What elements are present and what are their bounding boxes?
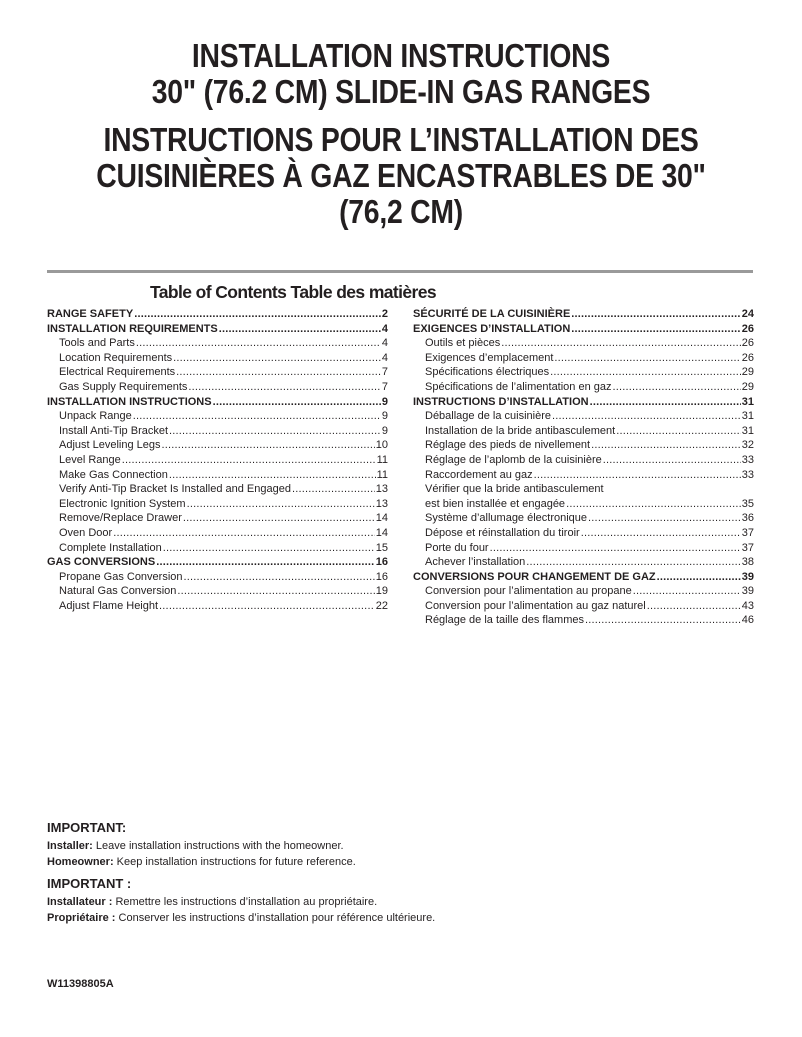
toc-entry-page: 4 [381, 337, 388, 350]
toc-entry-label: Adjust Flame Height [59, 599, 159, 612]
toc-entry-label: Natural Gas Conversion [59, 585, 177, 598]
toc-entry-label: Install Anti-Tip Bracket [59, 424, 169, 437]
toc-entry[interactable] [47, 336, 388, 351]
installateur-label: Installateur : [47, 896, 113, 908]
toc-entry[interactable] [413, 424, 754, 439]
dot-leader [177, 584, 374, 599]
dot-leader [571, 322, 740, 337]
toc-entry-label: Tools and Parts [59, 337, 135, 350]
toc-entry[interactable] [47, 584, 388, 599]
dot-leader [133, 409, 381, 424]
dot-leader [163, 541, 375, 556]
toc-entry-page: 39 [741, 585, 754, 598]
toc-entry-page: 13 [375, 497, 388, 510]
toc-entry[interactable] [47, 555, 388, 570]
toc-entry[interactable] [47, 453, 388, 468]
important-notice-french [47, 875, 435, 926]
toc-entry[interactable] [413, 336, 754, 351]
toc-entry-label: Level Range [59, 453, 121, 466]
toc-entry-page: 33 [741, 453, 754, 466]
toc-entry[interactable] [413, 307, 754, 322]
toc-entry[interactable] [413, 351, 754, 366]
dot-leader [554, 351, 740, 366]
toc-entry-page: 31 [741, 395, 754, 408]
toc-entry[interactable] [47, 322, 388, 337]
toc-entry[interactable] [413, 409, 754, 424]
dot-leader [162, 438, 375, 453]
toc-entry[interactable] [47, 424, 388, 439]
toc-entry-label: INSTRUCTIONS D’INSTALLATION [413, 395, 589, 408]
toc-entry-label: Electrical Requirements [59, 366, 176, 379]
toc-entry[interactable] [47, 380, 388, 395]
toc-entry-page: 35 [741, 497, 754, 510]
dot-leader [526, 555, 740, 570]
toc-entry-label: Exigences d’emplacement [425, 351, 554, 364]
toc-entry[interactable] [413, 395, 754, 410]
toc-entry-label: CONVERSIONS POUR CHANGEMENT DE GAZ [413, 570, 656, 583]
toc-entry-label: Outils et pièces [425, 337, 501, 350]
toc-entry-page: 16 [375, 570, 388, 583]
toc-entry-page: 31 [741, 410, 754, 423]
dot-leader [613, 380, 741, 395]
toc-entry-label: Unpack Range [59, 410, 132, 423]
toc-entry-page: 38 [741, 556, 754, 569]
toc-entry[interactable] [413, 570, 754, 585]
dot-leader [187, 497, 375, 512]
homeowner-label: Homeowner: [47, 856, 114, 868]
toc-entry-page: 15 [375, 541, 388, 554]
dot-leader [591, 438, 741, 453]
toc-entry-page: 32 [741, 439, 754, 452]
title-english [56, 38, 746, 110]
toc-column-english [47, 307, 388, 613]
toc-entry[interactable] [47, 482, 388, 497]
toc-entry-label: Conversion pour l’alimentation au gaz naturel [425, 599, 646, 612]
toc-entry[interactable] [47, 365, 388, 380]
dot-leader [169, 468, 376, 483]
toc-entry[interactable] [47, 395, 388, 410]
toc-entry-page: 9 [381, 424, 388, 437]
dot-leader [588, 511, 741, 526]
toc-heading: Table of Contents Table des matières [150, 282, 437, 302]
toc-entry-label: Réglage des pieds de nivellement [425, 439, 591, 452]
toc-entry[interactable] [47, 497, 388, 512]
dot-leader [188, 380, 380, 395]
proprietaire-label: Propriétaire : [47, 912, 116, 924]
toc-entry-line-2 [425, 497, 754, 512]
toc-entry-label: Installation de la bride antibasculement [425, 424, 616, 437]
toc-entry-page: 22 [375, 599, 388, 612]
toc-entry[interactable] [47, 351, 388, 366]
toc-entry[interactable] [47, 438, 388, 453]
toc-entry-page: 7 [381, 380, 388, 393]
proprietaire-text: Conserver les instructions d’installation pour référence ultérieure. [115, 912, 436, 924]
dot-leader [534, 468, 741, 483]
toc-entry-label: Déballage de la cuisinière [425, 410, 551, 423]
toc-entry-page: 24 [741, 308, 754, 320]
toc-entry-label: Gas Supply Requirements [59, 380, 188, 393]
title-fr-line-1: INSTRUCTIONS POUR L’INSTALLATION DES [103, 121, 699, 158]
toc-entry[interactable] [413, 584, 754, 599]
homeowner-text: Keep installation instructions for future reference. [113, 856, 356, 868]
important-line-installer [47, 838, 356, 854]
dot-leader [571, 307, 740, 322]
toc-entry-label: Verify Anti-Tip Bracket Is Installed and Engaged [59, 483, 291, 496]
title-french [56, 122, 746, 230]
toc-entry-label: RANGE SAFETY [47, 308, 134, 320]
toc-entry[interactable] [413, 468, 754, 483]
toc-entry[interactable] [413, 365, 754, 380]
dot-leader [169, 424, 381, 439]
toc-entry[interactable] [47, 511, 388, 526]
toc-entry-label: Vérifier que la bride antibasculement [425, 483, 604, 496]
toc-entry-page: 39 [741, 570, 754, 583]
toc-entry-label: GAS CONVERSIONS [47, 556, 156, 569]
toc-entry[interactable] [47, 526, 388, 541]
toc-entry[interactable] [413, 453, 754, 468]
dot-leader [552, 409, 741, 424]
part-number: W11398805A [47, 978, 114, 990]
title-en-line-2: 30" (76.2 CM) SLIDE-IN GAS RANGES [151, 73, 651, 110]
dot-leader [113, 526, 375, 541]
toc-entry-page: 4 [381, 351, 388, 364]
toc-entry-label: Electronic Ignition System [59, 497, 186, 510]
important-notice-english [47, 819, 356, 870]
toc-entry-page: 31 [741, 424, 754, 437]
dot-leader [647, 599, 741, 614]
toc-entry-page: 11 [376, 468, 388, 481]
toc-entry-label: Spécifications de l’alimentation en gaz [425, 380, 612, 393]
horizontal-rule [47, 270, 753, 273]
toc-entry-page: 9 [381, 395, 388, 408]
dot-leader [581, 526, 741, 541]
toc-entry-page: 29 [741, 366, 754, 379]
toc-entry[interactable] [413, 526, 754, 541]
dot-leader [173, 351, 381, 366]
toc-entry-page: 11 [376, 453, 388, 466]
dot-leader [590, 395, 741, 410]
toc-entry-label: Raccordement au gaz [425, 468, 533, 481]
toc-entry-page: 14 [375, 512, 388, 525]
dot-leader [176, 365, 381, 380]
title-fr-line-3: (76,2 CM) [339, 193, 463, 230]
toc-entry[interactable] [47, 599, 388, 614]
toc-entry[interactable] [413, 438, 754, 453]
toc-entry-label: Complete Installation [59, 541, 162, 554]
important-line-homeowner [47, 854, 356, 870]
dot-leader [159, 599, 375, 614]
toc-entry-page: 46 [741, 614, 754, 627]
toc-entry-label: SÉCURITÉ DE LA CUISINIÈRE [413, 308, 571, 320]
installateur-text: Remettre les instructions d’installation au propriétaire. [112, 896, 378, 908]
toc-entry[interactable] [413, 599, 754, 614]
toc-entry-page: 14 [375, 526, 388, 539]
toc-entry-page: 19 [375, 585, 388, 598]
toc-entry-label: Location Requirements [59, 351, 173, 364]
dot-leader [184, 570, 375, 585]
dot-leader [585, 613, 741, 628]
dot-leader [292, 482, 375, 497]
toc-entry[interactable] [47, 409, 388, 424]
toc-entry-page: 37 [741, 526, 754, 539]
toc-entry-page: 10 [375, 439, 388, 452]
toc-entry-page: 37 [741, 541, 754, 554]
toc-entry-label: Conversion pour l’alimentation au propane [425, 585, 632, 598]
dot-leader [183, 511, 375, 526]
dot-leader [633, 584, 741, 599]
toc-entry[interactable] [413, 511, 754, 526]
dot-leader [136, 336, 381, 351]
toc-entry-label: EXIGENCES D’INSTALLATION [413, 322, 571, 335]
toc-entry-page: 26 [741, 351, 754, 364]
dot-leader [501, 336, 741, 351]
toc-entry-label: Oven Door [59, 526, 113, 539]
toc-entry[interactable] [47, 541, 388, 556]
toc-column-french [413, 307, 754, 628]
toc-entry-label: Système d’allumage électronique [425, 512, 588, 525]
toc-entry[interactable] [413, 541, 754, 556]
dot-leader [213, 395, 381, 410]
toc-entry-label: Make Gas Connection [59, 468, 168, 481]
toc-entry-page: 9 [381, 410, 388, 423]
toc-entry-label: Dépose et réinstallation du tiroir [425, 526, 580, 539]
toc-entry[interactable] [47, 570, 388, 585]
toc-entry-page: 7 [381, 366, 388, 379]
toc-entry-label: Propane Gas Conversion [59, 570, 183, 583]
toc-entry-page: 26 [741, 322, 754, 335]
toc-entry-page: 29 [741, 380, 754, 393]
installer-label: Installer: [47, 840, 93, 852]
toc-entry-label-continued: est bien installée et engagée [425, 497, 566, 510]
dot-leader [490, 541, 741, 556]
important-line-proprietaire [47, 910, 435, 926]
dot-leader [566, 497, 741, 512]
toc-entry[interactable] [47, 307, 388, 322]
toc-entry-label: Spécifications électriques [425, 366, 550, 379]
toc-entry-label: Réglage de l’aplomb de la cuisinière [425, 453, 602, 466]
dot-leader [122, 453, 376, 468]
dot-leader [603, 453, 741, 468]
toc-entry[interactable] [413, 613, 754, 628]
dot-leader [219, 322, 381, 337]
toc-entry-page: 26 [741, 337, 754, 350]
toc-entry-page: 2 [381, 308, 388, 320]
toc-entry[interactable] [413, 555, 754, 570]
title-fr-line-2: CUISINIÈRES À GAZ ENCASTRABLES DE 30" [96, 157, 706, 194]
toc-entry[interactable] [413, 322, 754, 337]
toc-entry-page: 33 [741, 468, 754, 481]
important-heading-fr: IMPORTANT : [47, 876, 132, 891]
toc-entry-page: 13 [375, 483, 388, 496]
dot-leader [134, 307, 381, 322]
toc-entry-label: Achever l’installation [425, 556, 526, 569]
toc-entry-label: Réglage de la taille des flammes [425, 614, 584, 627]
title-en-line-1: INSTALLATION INSTRUCTIONS [191, 37, 611, 74]
toc-entry-page: 4 [381, 322, 388, 335]
toc-entry-label: INSTALLATION INSTRUCTIONS [47, 395, 212, 408]
toc-entry-page: 36 [741, 512, 754, 525]
dot-leader [616, 424, 741, 439]
important-line-installateur [47, 894, 435, 910]
dot-leader [657, 570, 741, 585]
dot-leader [550, 365, 741, 380]
installer-text: Leave installation instructions with the homeowner. [92, 840, 344, 852]
toc-entry[interactable] [413, 380, 754, 395]
toc-entry-page: 16 [375, 556, 388, 569]
toc-entry-label: Adjust Leveling Legs [59, 439, 161, 452]
toc-entry-page: 43 [741, 599, 754, 612]
important-heading: IMPORTANT: [47, 820, 127, 835]
toc-entry-label: Remove/Replace Drawer [59, 512, 182, 525]
toc-entry-label: INSTALLATION REQUIREMENTS [47, 322, 218, 335]
toc-entry[interactable] [413, 482, 754, 511]
toc-entry-label: Porte du four [425, 541, 489, 554]
toc-entry[interactable] [47, 468, 388, 483]
dot-leader [156, 555, 375, 570]
